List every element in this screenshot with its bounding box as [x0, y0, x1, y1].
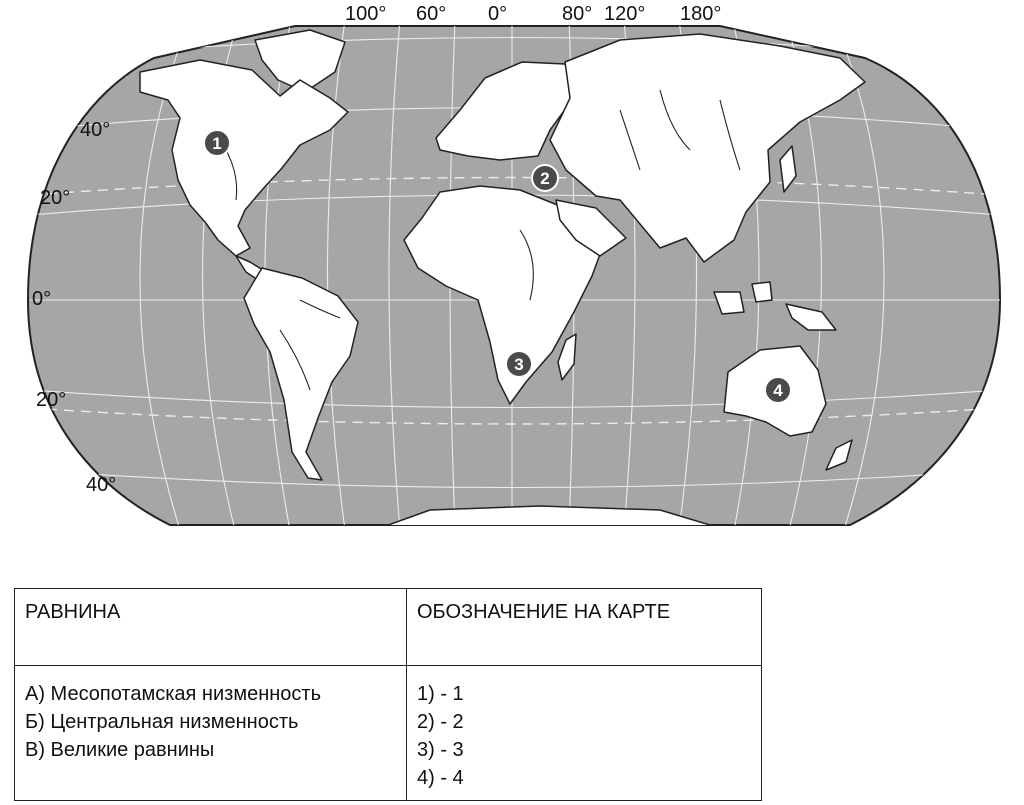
marker-3 [506, 351, 532, 377]
matching-table [14, 588, 762, 801]
lon-label-80: 80° [562, 3, 593, 25]
lon-label-180: 180° [680, 3, 722, 25]
lat-label-40n: 40° [80, 119, 111, 141]
option-3: 3) - 3 [417, 739, 464, 761]
options-cell [407, 666, 762, 801]
lon-label-100: 100° [345, 3, 387, 25]
option-2: 2) - 2 [417, 711, 464, 733]
lon-label-0: 0° [488, 3, 508, 25]
lat-label-40s: 40° [86, 474, 117, 496]
table-row [15, 666, 762, 801]
lat-label-20s: 20° [36, 389, 67, 411]
marker-1-label: 1 [212, 134, 222, 153]
option-1: 1) - 1 [417, 683, 464, 705]
plain-item-b: Б) Центральная низменность [25, 711, 299, 733]
marker-2 [532, 165, 558, 191]
marker-4 [765, 377, 791, 403]
lat-label-0: 0° [32, 288, 52, 310]
option-4: 4) - 4 [417, 767, 464, 789]
marker-2-label: 2 [540, 169, 550, 188]
marker-3-label: 3 [514, 355, 524, 374]
borneo [752, 282, 772, 302]
lon-label-60: 60° [416, 3, 447, 25]
lon-label-120: 120° [604, 3, 646, 25]
marker-1 [204, 130, 230, 156]
table-header-row [15, 589, 762, 666]
marker-4-label: 4 [773, 381, 783, 400]
plains-cell [15, 666, 407, 801]
header-plain: РАВНИНА [15, 589, 407, 666]
header-map-mark: ОБОЗНАЧЕНИЕ НА КАРТЕ [407, 589, 762, 666]
plain-item-v: В) Великие равнины [25, 739, 215, 761]
plain-item-a: А) Месопотамская низменность [25, 683, 321, 705]
lat-label-20n: 20° [40, 187, 71, 209]
